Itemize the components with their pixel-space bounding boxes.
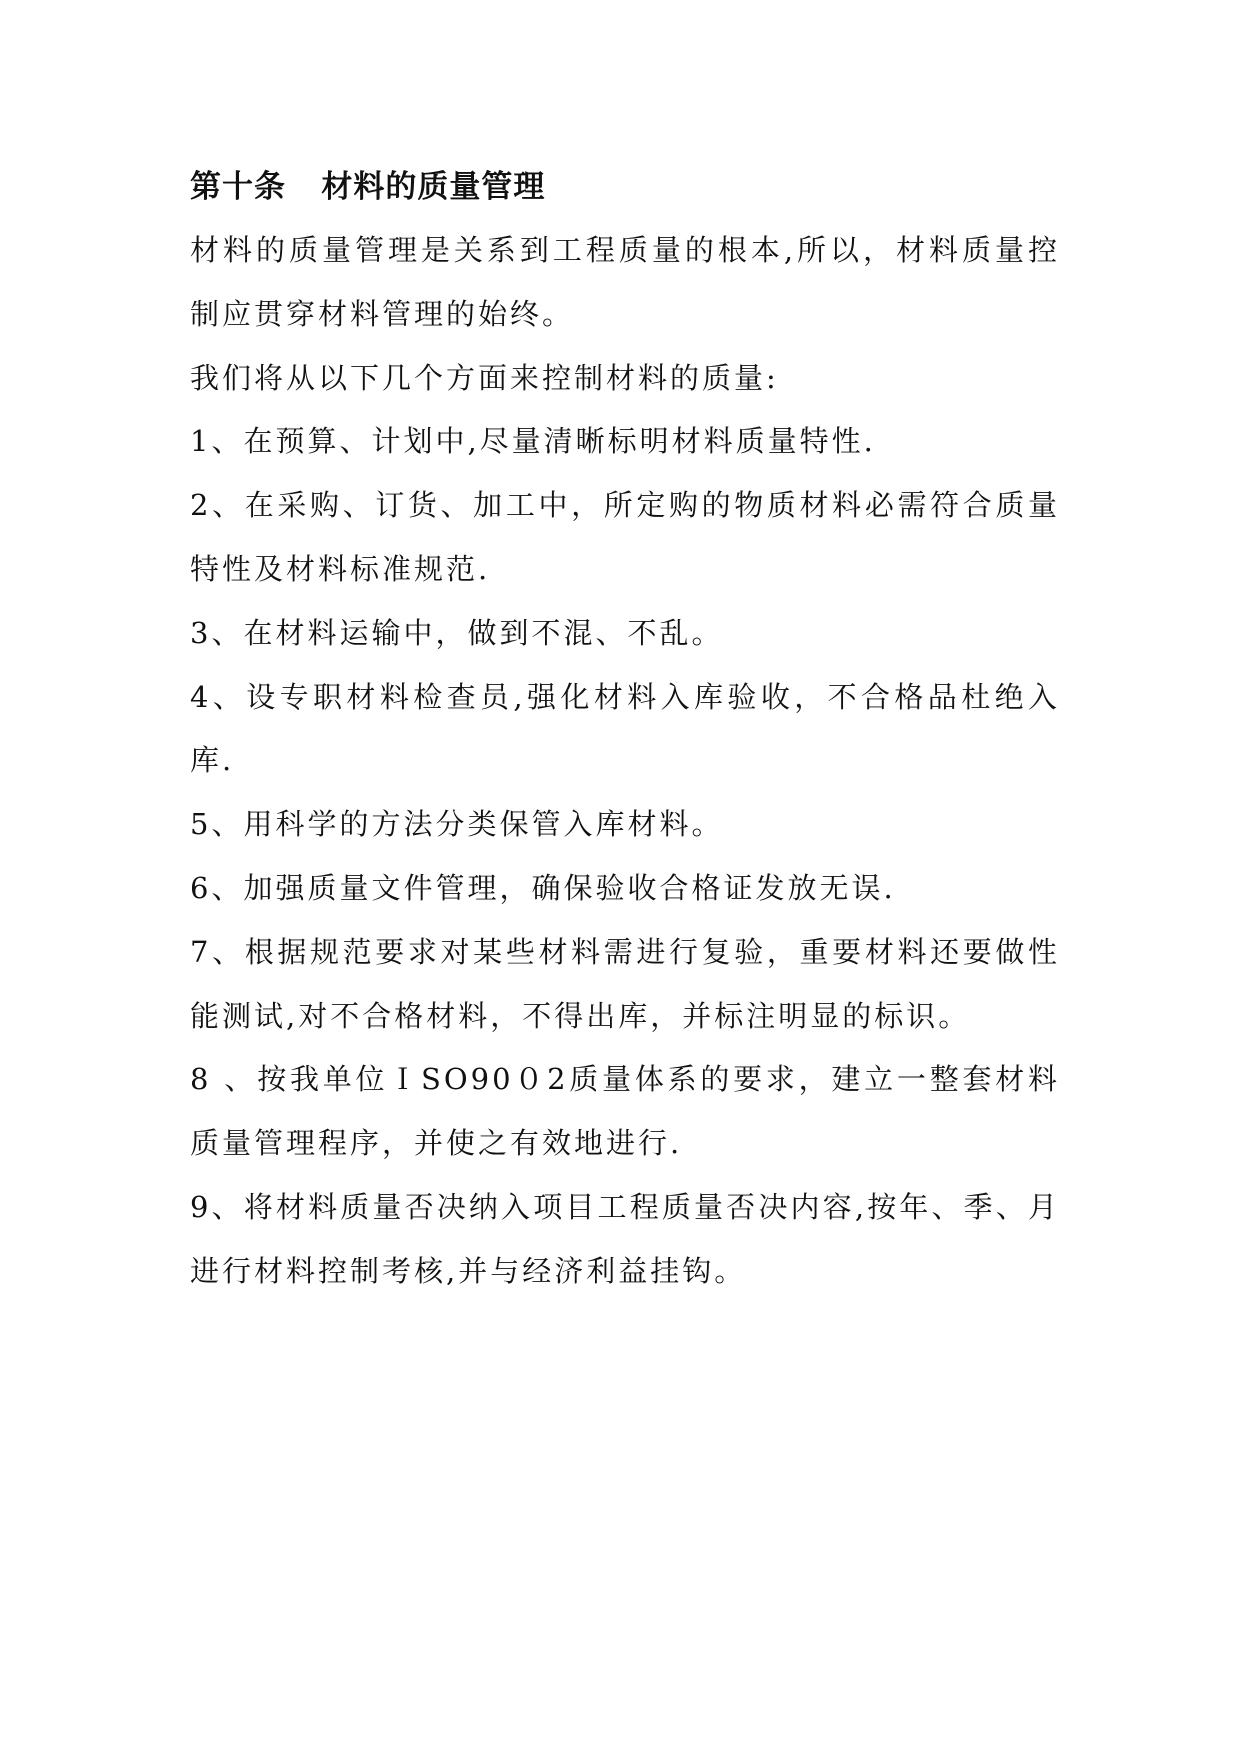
list-item-4: 4、设专职材料检查员,强化材料入库验收，不合格品杜绝入库. <box>190 679 1060 778</box>
list-item-2: 2、在采购、订货、加工中，所定购的物质材料必需符合质量特性及材料标准规范. <box>190 488 1060 586</box>
list-item-7: 7、根据规范要求对某些材料需进行复验，重要材料还要做性能测试,对不合格材料，不得出库，并标注明显的标识。 <box>190 934 1060 1033</box>
list-item-3: 3、在材料运输中，做到不混、不乱。 <box>190 615 724 650</box>
document-body <box>190 155 1060 1304</box>
list-item-5: 5、用科学的方法分类保管入库材料。 <box>190 807 724 842</box>
lead-in-paragraph: 我们将从以下几个方面来控制材料的质量: <box>190 360 779 395</box>
list-item-1: 1、在预算、计划中,尽量清晰标明材料质量特性. <box>190 424 876 459</box>
list-item-9: 9、将材料质量否决纳入项目工程质量否决内容,按年、季、月进行材料控制考核,并与经济利益挂钩。 <box>190 1189 1060 1288</box>
section-heading: 第十条 材料的质量管理 <box>190 169 546 205</box>
list-item-8: 8 、按我单位ＩSO90０2质量体系的要求，建立一整套材料质量管理程序，并使之有效地进行. <box>190 1062 1060 1161</box>
intro-paragraph: 材料的质量管理是关系到工程质量的根本,所以，材料质量控制应贯穿材料管理的始终。 <box>190 233 1060 331</box>
list-item-6: 6、加强质量文件管理，确保验收合格证发放无误. <box>190 870 896 905</box>
